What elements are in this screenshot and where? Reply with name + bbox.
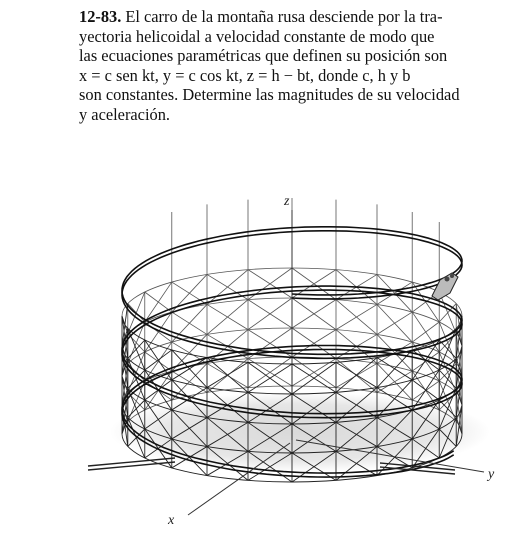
entry-track [88, 458, 175, 470]
problem-text-line-2: yectoria helicoidal a velocidad constante de modo que [79, 26, 435, 46]
problem-text-line-6: y aceleración. [79, 104, 170, 124]
cross-brace [292, 357, 336, 388]
cross-brace [172, 282, 207, 304]
axis-label-y: y [488, 467, 495, 482]
axis-label-z: z [284, 194, 290, 209]
problem-text-line-1: El carro de la montaña rusa desciende por la tra- [125, 7, 443, 26]
problem-statement [79, 7, 512, 125]
cross-brace [145, 350, 172, 370]
problem-text-line-5: son constantes. Determine las magnitudes de su velocidad [79, 85, 460, 105]
cross-brace [248, 364, 292, 392]
cross-brace [172, 312, 207, 334]
cross-brace [207, 304, 248, 329]
problem-number: 12-83. [79, 7, 122, 26]
problem-text-line-3: las ecuaciones paramétricas que definen su posición son [79, 46, 448, 66]
problem-text-line-4: x = c sen kt, y = c cos kt, z = h − bt, donde c, h y b [79, 65, 411, 85]
cross-brace [336, 300, 377, 335]
cross-brace [377, 304, 412, 342]
cross-brace [145, 352, 172, 371]
axis-label-x: x [168, 513, 175, 528]
cross-brace [292, 298, 336, 330]
cross-brace [145, 292, 172, 312]
cross-brace [248, 300, 292, 328]
coaster-car [432, 273, 458, 300]
helical-roller-coaster-figure [0, 150, 532, 542]
cross-brace [292, 362, 336, 394]
